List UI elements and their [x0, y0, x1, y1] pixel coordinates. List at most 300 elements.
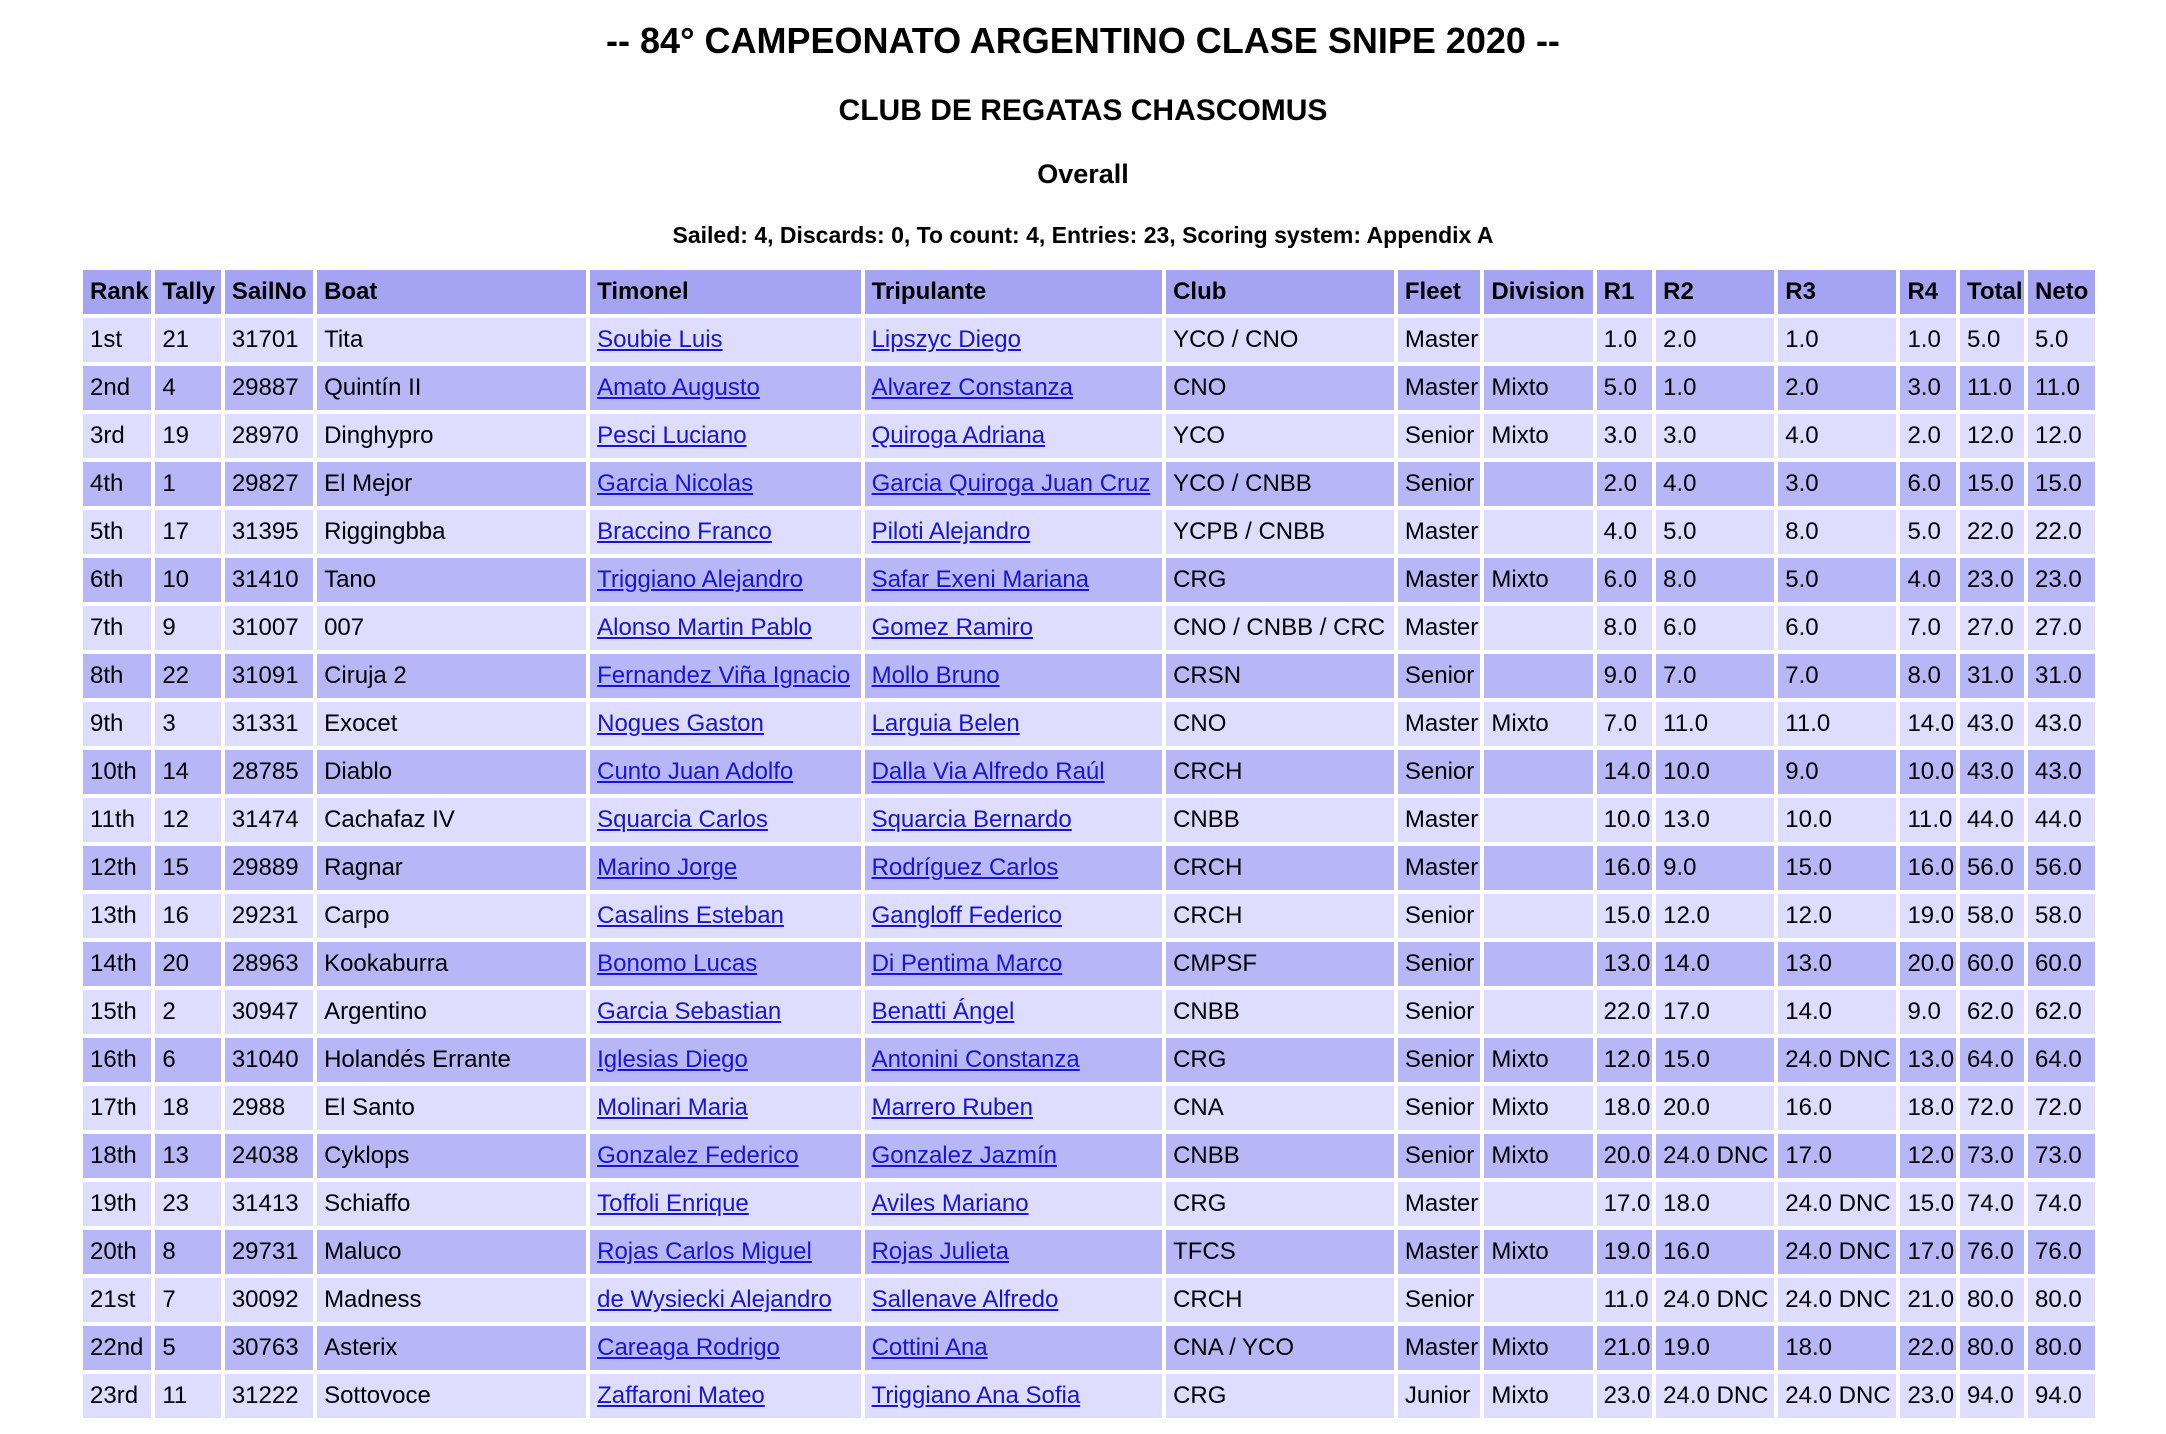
cell-tripulante	[865, 702, 1163, 746]
cell-rank: 14th	[83, 942, 151, 986]
cell-rank: 1st	[83, 318, 151, 362]
cell-rank: 3rd	[83, 414, 151, 458]
cell-r1: 22.0	[1597, 990, 1653, 1034]
timonel-link[interactable]: Casalins Esteban	[597, 902, 784, 929]
cell-tally: 21	[155, 318, 220, 362]
cell-r3: 17.0	[1778, 1134, 1896, 1178]
cell-rank: 22nd	[83, 1326, 151, 1370]
timonel-link[interactable]: Zaffaroni Mateo	[597, 1382, 765, 1409]
cell-r2: 16.0	[1656, 1230, 1774, 1274]
cell-sailno: 31474	[225, 798, 313, 842]
cell-r2: 5.0	[1656, 510, 1774, 554]
cell-boat: Carpo	[317, 894, 586, 938]
cell-boat: Tano	[317, 558, 586, 602]
cell-tally: 4	[155, 366, 220, 410]
cell-boat: Kookaburra	[317, 942, 586, 986]
cell-r2: 12.0	[1656, 894, 1774, 938]
cell-tripulante	[865, 606, 1163, 650]
timonel-link[interactable]: Cunto Juan Adolfo	[597, 758, 794, 785]
cell-neto: 58.0	[2028, 894, 2095, 938]
cell-division: Mixto	[1484, 1134, 1592, 1178]
cell-division	[1484, 318, 1592, 362]
cell-rank: 17th	[83, 1086, 151, 1130]
cell-fleet: Senior	[1398, 750, 1481, 794]
cell-boat: Dinghypro	[317, 414, 586, 458]
cell-tally: 18	[155, 1086, 220, 1130]
cell-tripulante	[865, 1326, 1163, 1370]
cell-boat: 007	[317, 606, 586, 650]
cell-boat: Diablo	[317, 750, 586, 794]
timonel-link[interactable]: Garcia Sebastian	[597, 998, 782, 1025]
cell-club: CNBB	[1166, 990, 1394, 1034]
timonel-link[interactable]: Squarcia Carlos	[597, 806, 768, 833]
cell-club: CNBB	[1166, 1134, 1394, 1178]
cell-r1: 16.0	[1597, 846, 1653, 890]
tripulante-link[interactable]: Garcia Quiroga Juan Cruz	[871, 470, 1151, 497]
cell-sailno: 31331	[225, 702, 313, 746]
cell-timonel	[590, 1086, 860, 1130]
cell-tally: 15	[155, 846, 220, 890]
cell-r4: 22.0	[1900, 1326, 1956, 1370]
cell-r4: 15.0	[1900, 1182, 1956, 1226]
cell-r2: 24.0 DNC	[1656, 1134, 1774, 1178]
cell-fleet: Junior	[1398, 1374, 1481, 1418]
cell-rank: 21st	[83, 1278, 151, 1322]
cell-r4: 8.0	[1900, 654, 1956, 698]
tripulante-link[interactable]: Gomez Ramiro	[871, 614, 1033, 641]
cell-sailno: 31040	[225, 1038, 313, 1082]
cell-r3: 11.0	[1778, 702, 1896, 746]
cell-total: 43.0	[1960, 702, 2024, 746]
cell-tripulante	[865, 1038, 1163, 1082]
table-row	[83, 1230, 2095, 1274]
cell-neto: 76.0	[2028, 1230, 2095, 1274]
cell-neto: 56.0	[2028, 846, 2095, 890]
cell-rank: 11th	[83, 798, 151, 842]
cell-tally: 1	[155, 462, 220, 506]
cell-club: CRCH	[1166, 1278, 1394, 1322]
cell-sailno: 30763	[225, 1326, 313, 1370]
cell-total: 80.0	[1960, 1326, 2024, 1370]
cell-tally: 16	[155, 894, 220, 938]
cell-rank: 12th	[83, 846, 151, 890]
cell-sailno: 30947	[225, 990, 313, 1034]
cell-r2: 6.0	[1656, 606, 1774, 650]
cell-r2: 19.0	[1656, 1326, 1774, 1370]
column-header-r4: R4	[1900, 270, 1956, 314]
cell-division	[1484, 510, 1592, 554]
cell-r3: 24.0 DNC	[1778, 1038, 1896, 1082]
cell-total: 64.0	[1960, 1038, 2024, 1082]
table-row	[83, 750, 2095, 794]
cell-sailno: 31701	[225, 318, 313, 362]
cell-fleet: Senior	[1398, 462, 1481, 506]
cell-club: CNA	[1166, 1086, 1394, 1130]
cell-boat: Ciruja 2	[317, 654, 586, 698]
table-row	[83, 1038, 2095, 1082]
cell-total: 72.0	[1960, 1086, 2024, 1130]
cell-r4: 21.0	[1900, 1278, 1956, 1322]
cell-division	[1484, 846, 1592, 890]
cell-r1: 6.0	[1597, 558, 1653, 602]
cell-r1: 18.0	[1597, 1086, 1653, 1130]
cell-tripulante	[865, 318, 1163, 362]
results-body	[83, 318, 2095, 1418]
timonel-link[interactable]: Gonzalez Federico	[597, 1142, 799, 1169]
cell-boat: Schiaffo	[317, 1182, 586, 1226]
cell-division	[1484, 462, 1592, 506]
column-header-fleet: Fleet	[1398, 270, 1481, 314]
cell-boat: Cyklops	[317, 1134, 586, 1178]
cell-timonel	[590, 654, 860, 698]
cell-neto: 15.0	[2028, 462, 2095, 506]
tripulante-link[interactable]: Squarcia Bernardo	[871, 806, 1072, 833]
cell-boat: Maluco	[317, 1230, 586, 1274]
cell-fleet: Senior	[1398, 990, 1481, 1034]
cell-tally: 17	[155, 510, 220, 554]
cell-r3: 24.0 DNC	[1778, 1278, 1896, 1322]
cell-tally: 22	[155, 654, 220, 698]
cell-neto: 80.0	[2028, 1278, 2095, 1322]
cell-tripulante	[865, 1374, 1163, 1418]
cell-boat: Exocet	[317, 702, 586, 746]
cell-club: CRG	[1166, 1182, 1394, 1226]
cell-sailno: 24038	[225, 1134, 313, 1178]
cell-boat: Asterix	[317, 1326, 586, 1370]
tripulante-link[interactable]: Alvarez Constanza	[871, 374, 1074, 401]
cell-r3: 24.0 DNC	[1778, 1374, 1896, 1418]
cell-division	[1484, 1182, 1592, 1226]
cell-rank: 2nd	[83, 366, 151, 410]
cell-tripulante	[865, 1230, 1163, 1274]
tripulante-link[interactable]: Gonzalez Jazmín	[871, 1142, 1057, 1169]
timonel-link[interactable]: Garcia Nicolas	[597, 470, 754, 497]
cell-club: CNBB	[1166, 798, 1394, 842]
cell-neto: 43.0	[2028, 750, 2095, 794]
timonel-link[interactable]: Marino Jorge	[597, 854, 738, 881]
page-title: -- 84° CAMPEONATO ARGENTINO CLASE SNIPE 2020 --	[606, 20, 1560, 61]
cell-r3: 24.0 DNC	[1778, 1230, 1896, 1274]
cell-club: CNO	[1166, 366, 1394, 410]
cell-timonel	[590, 1134, 860, 1178]
cell-total: 15.0	[1960, 462, 2024, 506]
cell-fleet: Senior	[1398, 894, 1481, 938]
cell-neto: 23.0	[2028, 558, 2095, 602]
table-row	[83, 318, 2095, 362]
cell-club: CNO / CNBB / CRC	[1166, 606, 1394, 650]
cell-r4: 10.0	[1900, 750, 1956, 794]
cell-total: 12.0	[1960, 414, 2024, 458]
cell-boat: Quintín II	[317, 366, 586, 410]
cell-total: 58.0	[1960, 894, 2024, 938]
cell-r1: 19.0	[1597, 1230, 1653, 1274]
cell-club: YCO / CNO	[1166, 318, 1394, 362]
cell-r4: 7.0	[1900, 606, 1956, 650]
cell-r2: 1.0	[1656, 366, 1774, 410]
cell-division: Mixto	[1484, 702, 1592, 746]
cell-neto: 62.0	[2028, 990, 2095, 1034]
cell-timonel	[590, 1278, 860, 1322]
cell-total: 62.0	[1960, 990, 2024, 1034]
table-row	[83, 798, 2095, 842]
cell-tripulante	[865, 558, 1163, 602]
cell-tripulante	[865, 1278, 1163, 1322]
table-row	[83, 1326, 2095, 1370]
column-header-division: Division	[1484, 270, 1592, 314]
timonel-link[interactable]: Pesci Luciano	[597, 422, 747, 449]
cell-fleet: Master	[1398, 510, 1481, 554]
tripulante-link[interactable]: Antonini Constanza	[871, 1046, 1080, 1073]
table-row	[83, 1134, 2095, 1178]
cell-neto: 73.0	[2028, 1134, 2095, 1178]
cell-r1: 15.0	[1597, 894, 1653, 938]
cell-club: YCPB / CNBB	[1166, 510, 1394, 554]
cell-r3: 6.0	[1778, 606, 1896, 650]
timonel-link[interactable]: Fernandez Viña Ignacio	[597, 662, 851, 689]
cell-timonel	[590, 846, 860, 890]
cell-boat: Argentino	[317, 990, 586, 1034]
timonel-link[interactable]: Toffoli Enrique	[597, 1190, 749, 1217]
cell-timonel	[590, 510, 860, 554]
cell-r4: 1.0	[1900, 318, 1956, 362]
table-row	[83, 1278, 2095, 1322]
cell-club: CMPSF	[1166, 942, 1394, 986]
cell-boat: Holandés Errante	[317, 1038, 586, 1082]
cell-club: CRG	[1166, 1038, 1394, 1082]
cell-rank: 13th	[83, 894, 151, 938]
cell-r4: 12.0	[1900, 1134, 1956, 1178]
cell-fleet: Senior	[1398, 942, 1481, 986]
cell-r4: 14.0	[1900, 702, 1956, 746]
cell-r1: 8.0	[1597, 606, 1653, 650]
cell-r1: 1.0	[1597, 318, 1653, 362]
cell-sailno: 31410	[225, 558, 313, 602]
cell-neto: 80.0	[2028, 1326, 2095, 1370]
cell-r2: 8.0	[1656, 558, 1774, 602]
cell-division: Mixto	[1484, 414, 1592, 458]
cell-club: CRCH	[1166, 750, 1394, 794]
cell-timonel	[590, 942, 860, 986]
cell-club: CRG	[1166, 558, 1394, 602]
cell-r4: 6.0	[1900, 462, 1956, 506]
cell-r3: 15.0	[1778, 846, 1896, 890]
cell-division	[1484, 798, 1592, 842]
cell-boat: El Santo	[317, 1086, 586, 1130]
tripulante-link[interactable]: Mollo Bruno	[871, 662, 1000, 689]
cell-fleet: Master	[1398, 606, 1481, 650]
cell-r4: 13.0	[1900, 1038, 1956, 1082]
cell-r2: 9.0	[1656, 846, 1774, 890]
tripulante-link[interactable]: Rojas Julieta	[871, 1238, 1009, 1265]
cell-total: 74.0	[1960, 1182, 2024, 1226]
cell-fleet: Master	[1398, 798, 1481, 842]
tripulante-link[interactable]: Triggiano Ana Sofia	[871, 1382, 1081, 1409]
tripulante-link[interactable]: Larguia Belen	[871, 710, 1020, 737]
cell-timonel	[590, 1182, 860, 1226]
cell-r4: 17.0	[1900, 1230, 1956, 1274]
cell-tripulante	[865, 798, 1163, 842]
cell-sailno: 31091	[225, 654, 313, 698]
section-heading: Overall	[1037, 159, 1129, 189]
cell-tally: 2	[155, 990, 220, 1034]
timonel-link[interactable]: Bonomo Lucas	[597, 950, 758, 977]
cell-tally: 12	[155, 798, 220, 842]
cell-r4: 23.0	[1900, 1374, 1956, 1418]
tripulante-link[interactable]: Cottini Ana	[871, 1334, 988, 1361]
cell-neto: 94.0	[2028, 1374, 2095, 1418]
cell-neto: 72.0	[2028, 1086, 2095, 1130]
cell-club: CRCH	[1166, 846, 1394, 890]
cell-r1: 9.0	[1597, 654, 1653, 698]
cell-rank: 10th	[83, 750, 151, 794]
scoring-summary: Sailed: 4, Discards: 0, To count: 4, Entries: 23, Scoring system: Appendix A	[672, 222, 1494, 248]
cell-r1: 3.0	[1597, 414, 1653, 458]
timonel-link[interactable]: Careaga Rodrigo	[597, 1334, 780, 1361]
cell-total: 31.0	[1960, 654, 2024, 698]
cell-tally: 10	[155, 558, 220, 602]
cell-rank: 23rd	[83, 1374, 151, 1418]
cell-tripulante	[865, 990, 1163, 1034]
tripulante-link[interactable]: Dalla Via Alfredo Raúl	[871, 758, 1105, 785]
cell-r1: 17.0	[1597, 1182, 1653, 1226]
table-row	[83, 606, 2095, 650]
cell-tripulante	[865, 510, 1163, 554]
cell-division	[1484, 750, 1592, 794]
cell-neto: 22.0	[2028, 510, 2095, 554]
tripulante-link[interactable]: Quiroga Adriana	[871, 422, 1046, 449]
cell-sailno: 28963	[225, 942, 313, 986]
cell-rank: 15th	[83, 990, 151, 1034]
cell-timonel	[590, 1230, 860, 1274]
timonel-link[interactable]: Rojas Carlos Miguel	[597, 1238, 812, 1265]
cell-r3: 10.0	[1778, 798, 1896, 842]
timonel-link[interactable]: Triggiano Alejandro	[597, 566, 804, 593]
cell-total: 23.0	[1960, 558, 2024, 602]
cell-total: 60.0	[1960, 942, 2024, 986]
cell-fleet: Master	[1398, 1230, 1481, 1274]
cell-r2: 4.0	[1656, 462, 1774, 506]
cell-division: Mixto	[1484, 558, 1592, 602]
cell-timonel	[590, 318, 860, 362]
tripulante-link[interactable]: Rodríguez Carlos	[871, 854, 1059, 881]
cell-timonel	[590, 414, 860, 458]
cell-club: CNO	[1166, 702, 1394, 746]
cell-neto: 44.0	[2028, 798, 2095, 842]
cell-rank: 9th	[83, 702, 151, 746]
timonel-link[interactable]: Iglesias Diego	[597, 1046, 748, 1073]
cell-total: 76.0	[1960, 1230, 2024, 1274]
tripulante-link[interactable]: Aviles Mariano	[871, 1190, 1029, 1217]
cell-sailno: 30092	[225, 1278, 313, 1322]
cell-fleet: Senior	[1398, 1134, 1481, 1178]
cell-boat: Tita	[317, 318, 586, 362]
cell-r2: 13.0	[1656, 798, 1774, 842]
cell-r3: 5.0	[1778, 558, 1896, 602]
timonel-link[interactable]: Braccino Franco	[597, 518, 772, 545]
tripulante-link[interactable]: Sallenave Alfredo	[871, 1286, 1059, 1313]
timonel-link[interactable]: Amato Augusto	[597, 374, 760, 401]
cell-r3: 1.0	[1778, 318, 1896, 362]
cell-neto: 31.0	[2028, 654, 2095, 698]
cell-r4: 5.0	[1900, 510, 1956, 554]
timonel-link[interactable]: Alonso Martin Pablo	[597, 614, 812, 641]
cell-tripulante	[865, 894, 1163, 938]
timonel-link[interactable]: Soubie Luis	[597, 326, 723, 353]
cell-neto: 43.0	[2028, 702, 2095, 746]
cell-fleet: Master	[1398, 318, 1481, 362]
cell-tripulante	[865, 462, 1163, 506]
cell-r4: 19.0	[1900, 894, 1956, 938]
cell-r2: 17.0	[1656, 990, 1774, 1034]
table-row	[83, 1086, 2095, 1130]
cell-fleet: Master	[1398, 1326, 1481, 1370]
cell-division	[1484, 654, 1592, 698]
cell-neto: 64.0	[2028, 1038, 2095, 1082]
cell-r2: 14.0	[1656, 942, 1774, 986]
cell-division	[1484, 894, 1592, 938]
table-row	[83, 990, 2095, 1034]
cell-neto: 12.0	[2028, 414, 2095, 458]
timonel-link[interactable]: de Wysiecki Alejandro	[597, 1286, 832, 1313]
tripulante-link[interactable]: Marrero Ruben	[871, 1094, 1033, 1121]
cell-r4: 16.0	[1900, 846, 1956, 890]
cell-sailno: 28785	[225, 750, 313, 794]
cell-boat: El Mejor	[317, 462, 586, 506]
cell-r3: 24.0 DNC	[1778, 1182, 1896, 1226]
cell-rank: 5th	[83, 510, 151, 554]
cell-r4: 11.0	[1900, 798, 1956, 842]
cell-sailno: 31007	[225, 606, 313, 650]
table-row	[83, 702, 2095, 746]
cell-total: 43.0	[1960, 750, 2024, 794]
cell-sailno: 29889	[225, 846, 313, 890]
tripulante-link[interactable]: Safar Exeni Mariana	[871, 566, 1090, 593]
cell-timonel	[590, 558, 860, 602]
cell-tripulante	[865, 1182, 1163, 1226]
cell-total: 94.0	[1960, 1374, 2024, 1418]
cell-tally: 19	[155, 414, 220, 458]
cell-tripulante	[865, 366, 1163, 410]
cell-fleet: Senior	[1398, 654, 1481, 698]
cell-neto: 74.0	[2028, 1182, 2095, 1226]
column-header-sailno: SailNo	[225, 270, 313, 314]
table-row	[83, 1374, 2095, 1418]
tripulante-link[interactable]: Gangloff Federico	[871, 902, 1062, 929]
cell-r4: 4.0	[1900, 558, 1956, 602]
cell-tripulante	[865, 1134, 1163, 1178]
table-row	[83, 510, 2095, 554]
cell-sailno: 29887	[225, 366, 313, 410]
timonel-link[interactable]: Nogues Gaston	[597, 710, 764, 737]
tripulante-link[interactable]: Di Pentima Marco	[871, 950, 1063, 977]
table-row	[83, 846, 2095, 890]
column-header-boat: Boat	[317, 270, 586, 314]
timonel-link[interactable]: Molinari Maria	[597, 1094, 748, 1121]
cell-division	[1484, 942, 1592, 986]
cell-fleet: Master	[1398, 702, 1481, 746]
cell-tally: 3	[155, 702, 220, 746]
table-row	[83, 558, 2095, 602]
column-header-neto: Neto	[2028, 270, 2095, 314]
cell-r3: 7.0	[1778, 654, 1896, 698]
tripulante-link[interactable]: Lipszyc Diego	[871, 326, 1021, 353]
cell-r1: 11.0	[1597, 1278, 1653, 1322]
tripulante-link[interactable]: Piloti Alejandro	[871, 518, 1031, 545]
cell-r4: 9.0	[1900, 990, 1956, 1034]
tripulante-link[interactable]: Benatti Ángel	[871, 998, 1015, 1025]
cell-total: 27.0	[1960, 606, 2024, 650]
cell-rank: 16th	[83, 1038, 151, 1082]
